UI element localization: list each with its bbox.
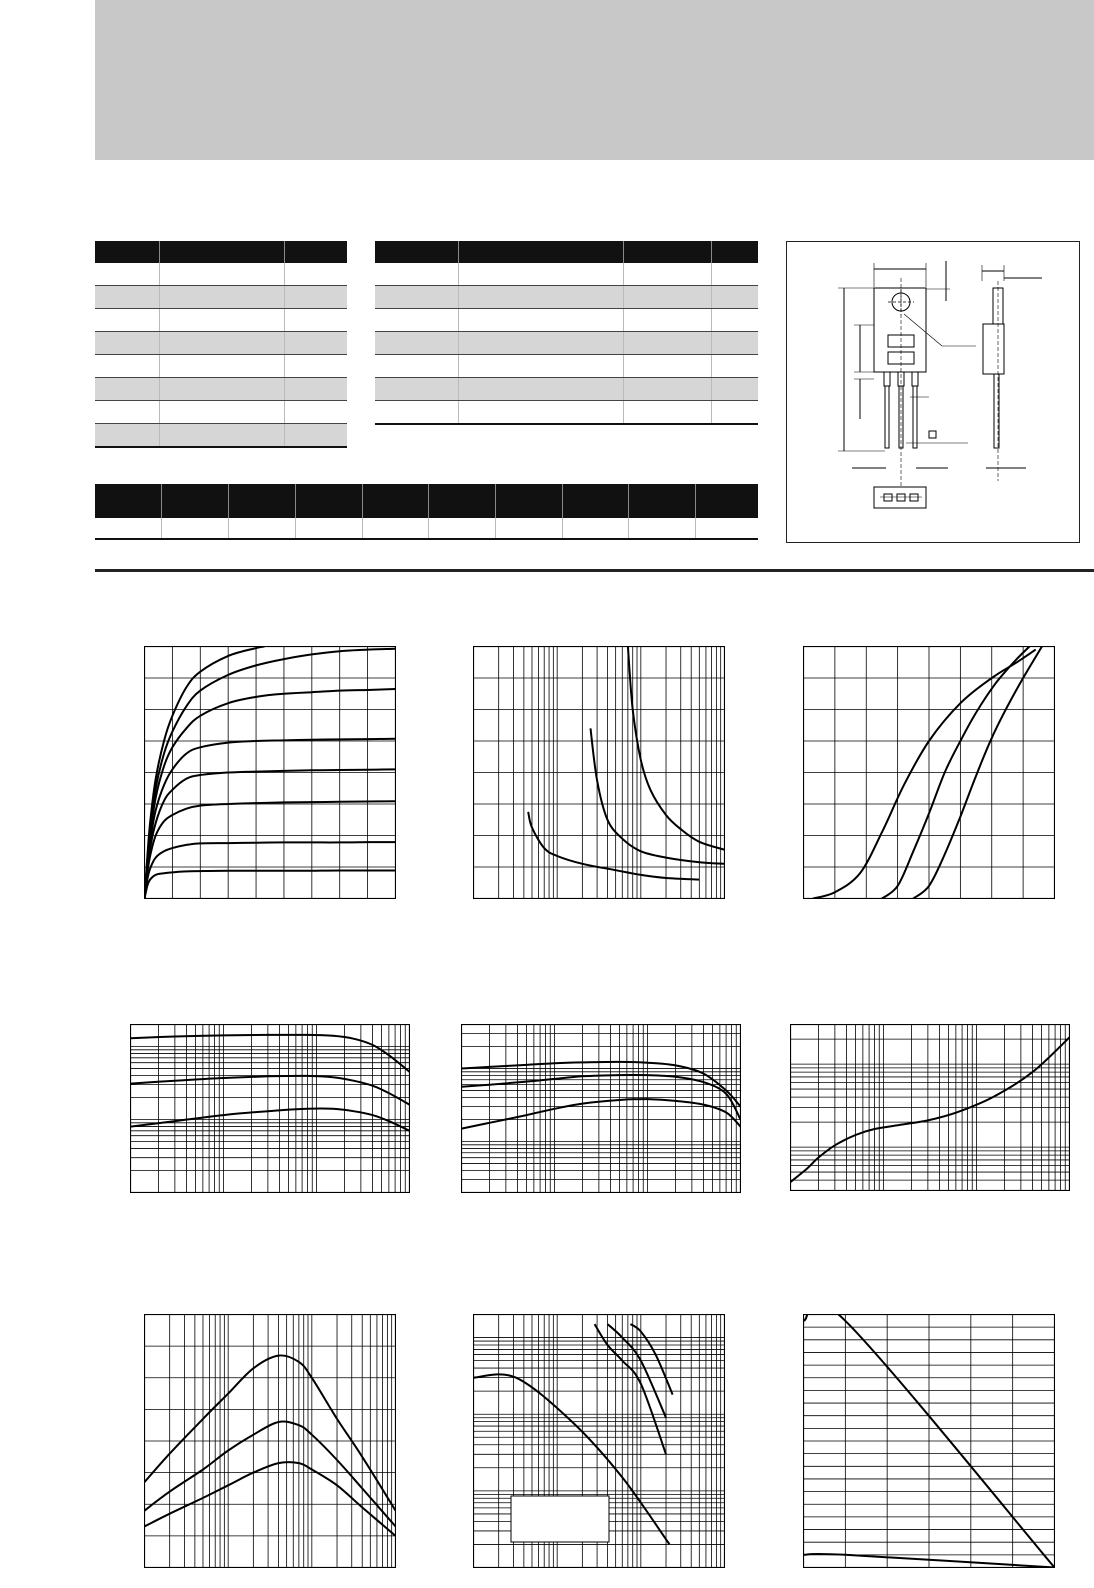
series-line-1 [813,650,1036,899]
legend-box [511,1496,609,1542]
grid [130,1024,410,1193]
table-row [375,355,758,378]
graph-2 [473,646,725,899]
table-row [95,263,347,286]
grid [803,646,1055,899]
series-group [145,1355,396,1535]
grid [790,1024,1070,1191]
table-row [375,332,758,355]
table-row [375,263,758,286]
electrical-characteristics-table [375,241,758,425]
graph-1 [144,646,396,899]
graph-6 [790,1024,1070,1191]
table-header-row [95,241,347,263]
table-row [95,332,347,355]
series-line-3 [145,1462,396,1536]
grid [461,1024,741,1193]
table-row [95,378,347,401]
graph-4 [130,1024,410,1193]
table-row [95,309,347,332]
graph-7 [144,1314,396,1568]
graph-9 [803,1314,1055,1568]
series-line-3 [628,647,725,850]
plot-frame [462,1025,741,1193]
table-row [375,309,758,332]
table-row [375,286,758,309]
absolute-maximum-ratings-table [95,241,347,448]
series-line-3 [145,801,396,898]
series-line-7 [145,649,396,899]
hfe-rank-table [95,484,758,540]
series-line-3 [462,1099,741,1129]
graph-8 [473,1314,725,1568]
series-group [131,1035,410,1131]
grid [144,646,396,899]
series-line-1 [145,1355,396,1510]
table-row [95,401,347,424]
table-header-row [95,484,758,518]
table-row [95,424,347,448]
table-row [375,401,758,425]
table-row [95,355,347,378]
table-row [375,378,758,401]
graph-3 [803,646,1055,899]
series-line-2 [595,1324,666,1454]
table-row [95,518,758,539]
section-divider [95,569,1094,572]
table-row [95,286,347,309]
graph-5 [461,1024,741,1193]
series-line-1 [145,870,396,898]
series-group [528,647,724,880]
series-line-5 [145,739,396,899]
grid [803,1314,1055,1568]
series-line-2 [131,1076,410,1105]
series-line-4 [145,769,396,898]
package-outline-drawing [786,241,1080,543]
title-banner [95,0,1094,160]
table-header-row [375,241,758,263]
series-line-2 [145,1422,396,1527]
